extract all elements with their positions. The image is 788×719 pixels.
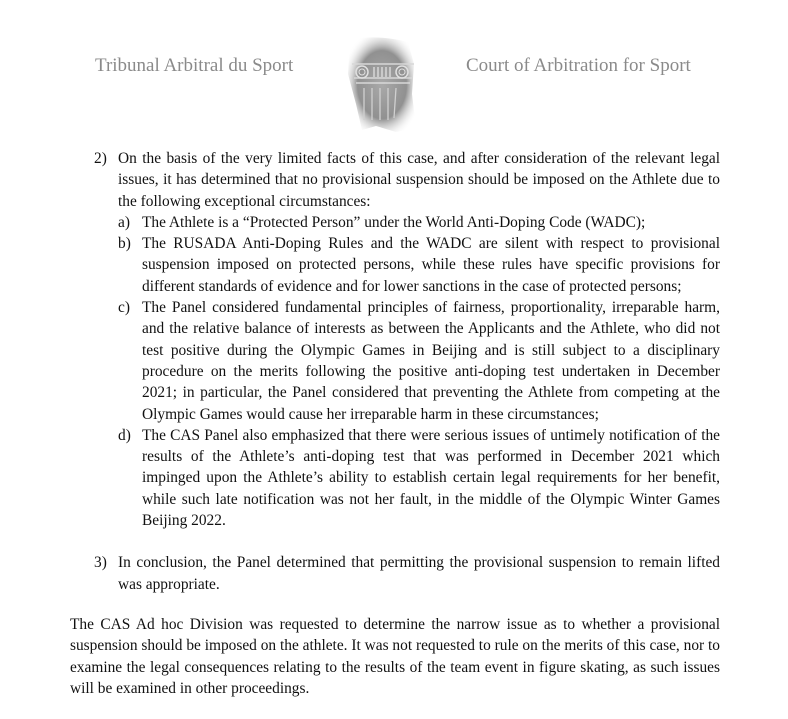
list-item-2 (70, 148, 720, 212)
sub-item-text: The Athlete is a “Protected Person” under the World Anti-Doping Code (WADC); (142, 213, 646, 231)
sub-item-c (70, 297, 720, 425)
closing-paragraph: The CAS Ad hoc Division was requested to determine the narrow issue as to whether a provisional suspension should be imposed on the athlete. It was not requested to rule on the merits of this case, nor to examine the legal consequences relating to the results of the team event in figure skating, as such issues will be examined in other proceedings. (70, 615, 720, 697)
ionic-column-logo-icon (336, 34, 426, 134)
sub-item-text: The Panel considered fundamental principles of fairness, proportionality, irreparable harm, and the relative balance of interests as between the Applicants and the Athlete, who did not test positive during the Olympic Games in Beijing and is still subject to a disciplinary procedure on the merits following the positive anti-doping test undertaken in December 2021; in particular, the Panel considered that preventing the Athlete from competing at the Olympic Games would cause her irreparable harm in these circumstances; (142, 299, 720, 423)
header-left-title: Tribunal Arbitral du Sport (95, 55, 294, 76)
sub-item-a (70, 212, 720, 233)
item-number: 3) (94, 554, 107, 572)
item-text: On the basis of the very limited facts of this case, and after consideration of the relevant legal issues, it has determined that no provisional suspension should be imposed on the Athlete due to the following exceptional circumstances: (118, 150, 720, 210)
sub-item-text: The RUSADA Anti-Doping Rules and the WADC are silent with respect to provisional suspension imposed on protected persons, while these rules have specific provisions for different standards of evidence and for lower sanctions in the case of protected persons; (142, 235, 720, 295)
item-text: In conclusion, the Panel determined that permitting the provisional suspension to remain lifted was appropriate. (118, 554, 720, 593)
header-right-title: Court of Arbitration for Sport (466, 55, 691, 76)
sub-item-text: The CAS Panel also emphasized that there were serious issues of untimely notification of the results of the Athlete’s anti-doping test that was performed in December 2021 which impinged upon the Athlete’s ability to establish certain legal requirements for her benefit, while such late notification was not her fault, in the middle of the Olympic Winter Games Beijing 2022. (142, 426, 720, 530)
document-body (70, 148, 720, 699)
spacer (70, 531, 720, 552)
item-number: 2) (94, 150, 107, 167)
list-item-3 (70, 552, 720, 595)
sub-item-letter: c) (118, 299, 130, 317)
sub-item-letter: d) (118, 426, 131, 444)
sub-item-letter: a) (118, 213, 130, 231)
sub-item-letter: b) (118, 235, 131, 253)
sub-item-b (70, 233, 720, 297)
sub-item-d (70, 425, 720, 531)
